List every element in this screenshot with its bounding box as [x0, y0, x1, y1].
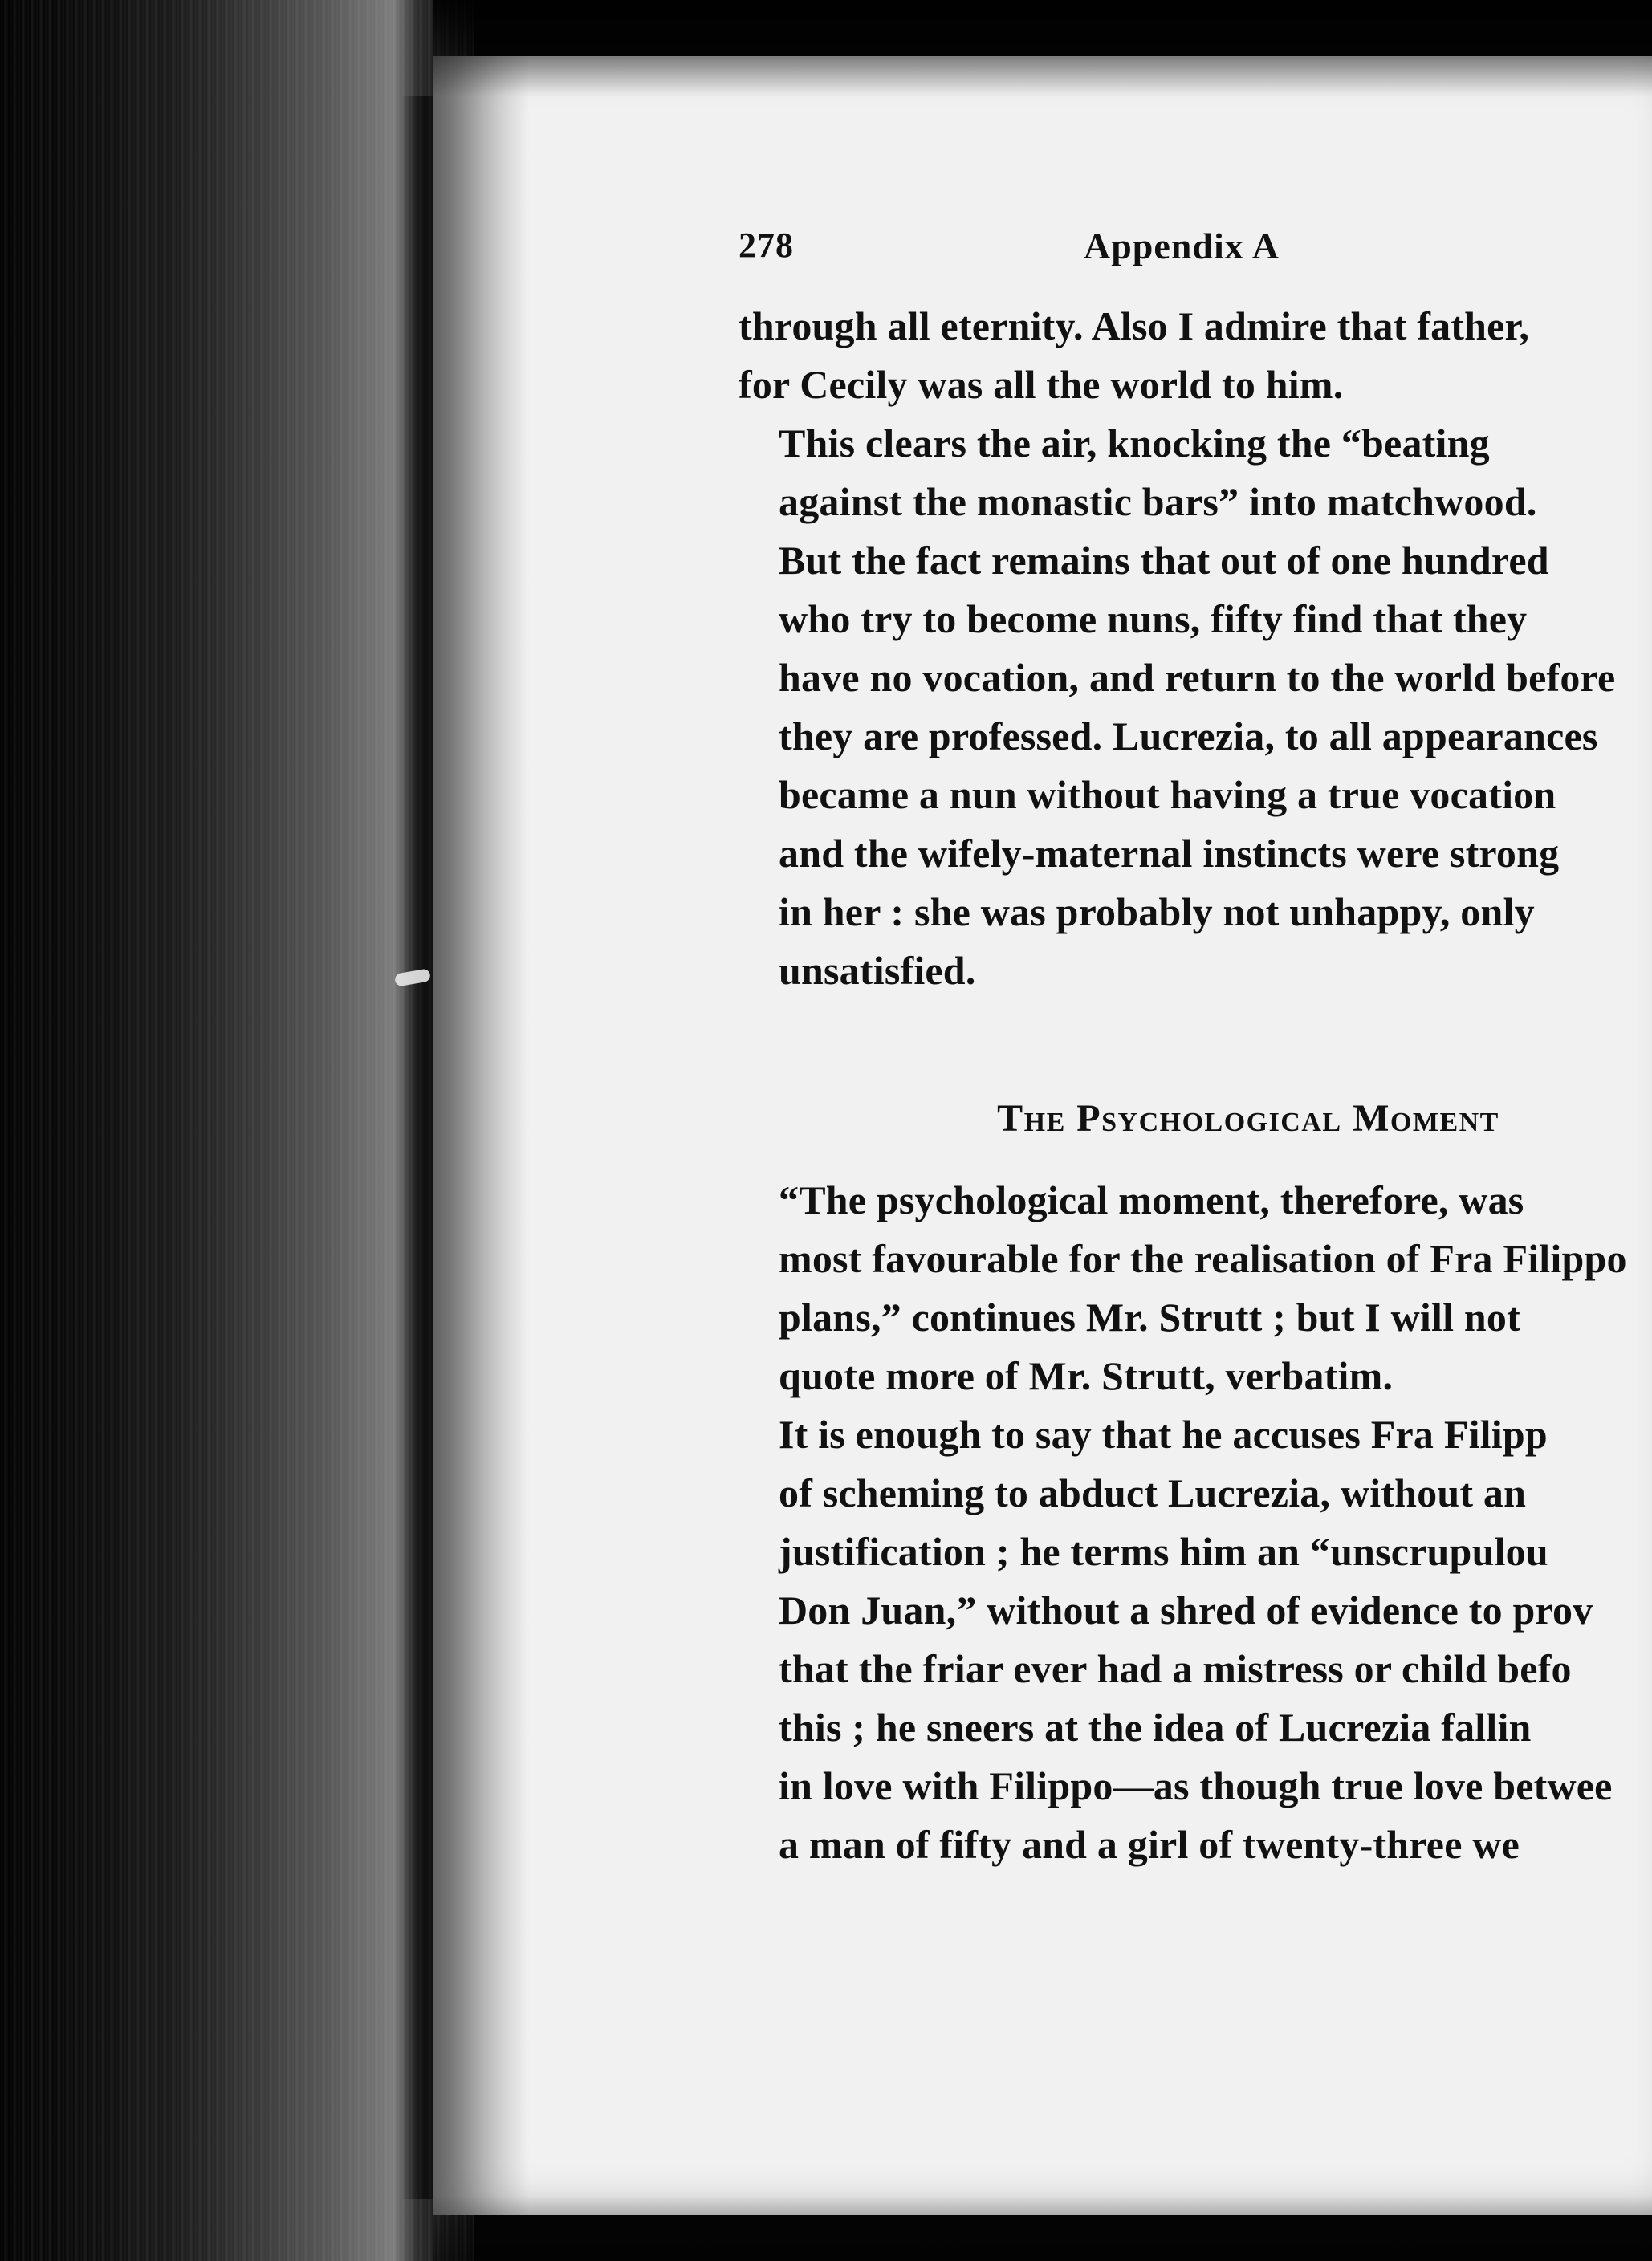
- top-shadow: [433, 0, 1652, 96]
- paragraph-text: [739, 1171, 1652, 1405]
- section-spacer: [739, 1000, 1652, 1096]
- text-line: This clears the air, knocking the “beating: [779, 421, 1490, 466]
- text-line: have no vocation, and return to the world before: [779, 655, 1616, 700]
- book-page: [433, 56, 1652, 2215]
- paragraph-text: [739, 297, 1652, 414]
- text-line: a man of fifty and a girl of twenty-three we: [779, 1822, 1520, 1867]
- paragraph-text: [739, 414, 1652, 1000]
- paragraph-2: [739, 414, 1652, 1000]
- text-line: unsatisfied.: [779, 948, 976, 993]
- text-line: plans,” continues Mr. Strutt ; but I will not: [779, 1295, 1520, 1340]
- paragraph-1: [739, 297, 1652, 414]
- text-line: “The psychological moment, therefore, was: [779, 1177, 1524, 1222]
- text-line: that the friar ever had a mistress or child befo: [779, 1646, 1572, 1691]
- text-line: in her : she was probably not unhappy, only: [779, 889, 1535, 934]
- text-line: this ; he sneers at the idea of Lucrezia fallin: [779, 1705, 1532, 1750]
- text-line: Don Juan,” without a shred of evidence to prov: [779, 1588, 1593, 1633]
- text-line: most favourable for the realisation of Fra Filippo: [779, 1236, 1627, 1281]
- text-line: in love with Filippo—as though true love betwee: [779, 1763, 1613, 1808]
- text-line: of scheming to abduct Lucrezia, without an: [779, 1470, 1527, 1515]
- page-header: [739, 225, 1652, 289]
- text-line: became a nun without having a true vocation: [779, 772, 1556, 817]
- text-line: against the monastic bars” into matchwood.: [779, 479, 1537, 524]
- text-line: It is enough to say that he accuses Fra Filipp: [779, 1412, 1548, 1457]
- text-line: and the wifely-maternal instincts were strong: [779, 831, 1560, 876]
- section-title: The Psychological Moment: [997, 1097, 1499, 1140]
- paragraph-text: [739, 1405, 1652, 1874]
- text-line: for Cecily was all the world to him.: [739, 362, 1344, 407]
- text-line: through all eternity. Also I admire that father,: [739, 303, 1530, 348]
- paragraph-3: [739, 1171, 1652, 1405]
- text-line: justification ; he terms him an “unscrupulou: [779, 1529, 1548, 1574]
- running-head: Appendix A: [1084, 226, 1280, 266]
- bottom-shadow: [433, 2195, 1652, 2261]
- text-line: quote more of Mr. Strutt, verbatim.: [779, 1353, 1394, 1398]
- page-number: 278: [739, 226, 794, 265]
- text-line: they are professed. Lucrezia, to all appearances: [779, 714, 1598, 758]
- paragraph-4: [739, 1405, 1652, 1874]
- text-line: who try to become nuns, fifty find that they: [779, 596, 1528, 641]
- text-line: But the fact remains that out of one hundred: [779, 538, 1549, 583]
- page-content: [739, 225, 1652, 1874]
